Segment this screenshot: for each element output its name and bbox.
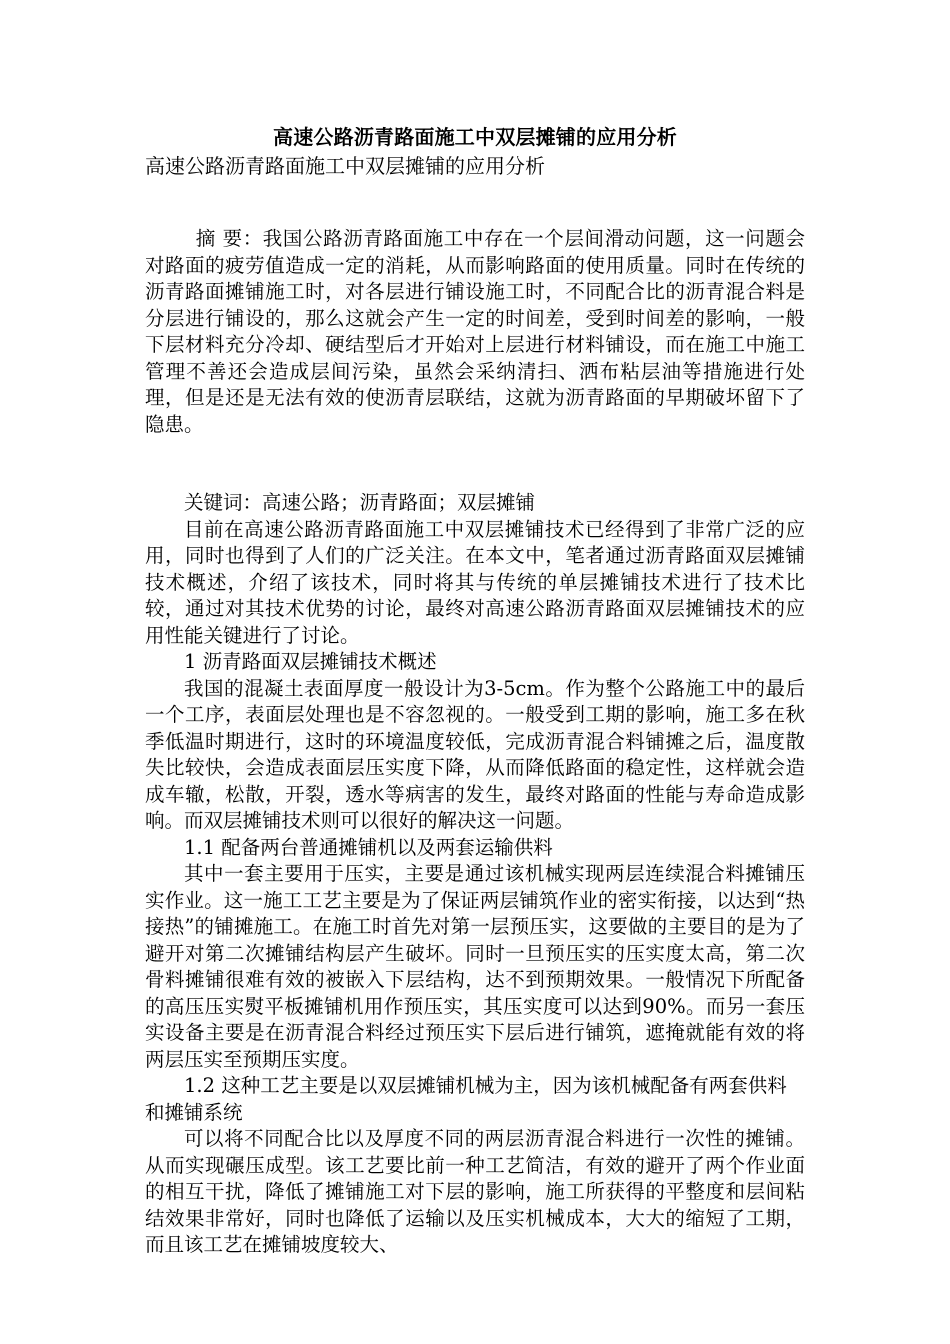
- section-1-2-heading: 1.2 这种工艺主要是以双层摊铺机械为主，因为该机械配备有两套供料和摊铺系统: [145, 1074, 787, 1124]
- section-1-1-paragraph: 其中一套主要用于压实，主要是通过该机械实现两层连续混合料摊铺压实作业。这一施工工艺主要是为了保证两层铺筑作业的密实衔接，以达到“热接热”的铺摊施工。在施工时首先对第一层预压实，这要做的主要目的是为了避开对第二次摊铺结构层产生破坏。同时一旦预压实的压实度太高，第二次骨料摊铺很难有效的被嵌入下层结构，达不到预期效果。一般情况下所配备的高压压实熨平板摊铺机用作预压实，其压实度可以达到90%。而另一套压实设备主要是在沥青混合料经过预压实下层后进行铺筑，遮掩就能有效的将两层压实至预期压实度。: [145, 862, 805, 1071]
- document-title: 高速公路沥青路面施工中双层摊铺的应用分析: [273, 125, 677, 149]
- section-1-heading: 1 沥青路面双层摊铺技术概述: [184, 650, 437, 673]
- keywords-line: 关键词：高速公路；沥青路面；双层摊铺: [184, 491, 536, 514]
- section-1-paragraph: 我国的混凝土表面厚度一般设计为3-5cm。作为整个公路施工中的最后一个工序，表面层处理也是不容忽视的。一般受到工期的影响，施工多在秋季低温时期进行，这时的环境温度较低，完成沥青混合料铺摊之后，温度散失比较快，会造成表面层压实度下降，从而降低路面的稳定性，这样就会造成车辙，松散，开裂，透水等病害的发生，最终对路面的性能与寿命造成影响。而双层摊铺技术则可以很好的解决这一问题。: [145, 676, 805, 832]
- document-page: [145, 122, 805, 1259]
- intro-paragraph: 目前在高速公路沥青路面施工中双层摊铺技术已经得到了非常广泛的应用，同时也得到了人们的广泛关注。在本文中，笔者通过沥青路面双层摊铺技术概述，介绍了该技术，同时将其与传统的单层摊铺技术进行了技术比较，通过对其技术优势的讨论，最终对高速公路沥青路面双层摊铺技术的应用性能关键进行了讨论。: [145, 517, 805, 647]
- section-1-1-heading: 1.1 配备两台普通摊铺机以及两套运输供料: [184, 835, 553, 859]
- section-1-2-paragraph: 可以将不同配合比以及厚度不同的两层沥青混合料进行一次性的摊铺。从而实现碾压成型。该工艺要比前一种工艺简洁，有效的避开了两个作业面的相互干扰，降低了摊铺施工对下层的影响，施工所获得的平整度和层间粘结效果非常好，同时也降低了运输以及压实机械成本，大大的缩短了工期，而且该工艺在摊铺坡度较大、: [145, 1127, 805, 1256]
- abstract-paragraph: 摘 要：我国公路沥青路面施工中存在一个层间滑动问题，这一问题会对路面的疲劳值造成一定的消耗，从而影响路面的使用质量。同时在传统的沥青路面摊铺施工时，对各层进行铺设施工时，不同配合比的沥青混合料是分层进行铺设的，那么这就会产生一定的时间差，受到时间差的影响，一般下层材料充分冷却、硬结型后才开始对上层进行材料铺设，而在施工中施工管理不善还会造成层间污染，虽然会采纳清扫、洒布粘层油等措施进行处理，但是还是无法有效的使沥青层联结，这就为沥青路面的早期破坏留下了隐患。: [145, 227, 805, 436]
- document-subtitle: 高速公路沥青路面施工中双层摊铺的应用分析: [145, 154, 545, 178]
